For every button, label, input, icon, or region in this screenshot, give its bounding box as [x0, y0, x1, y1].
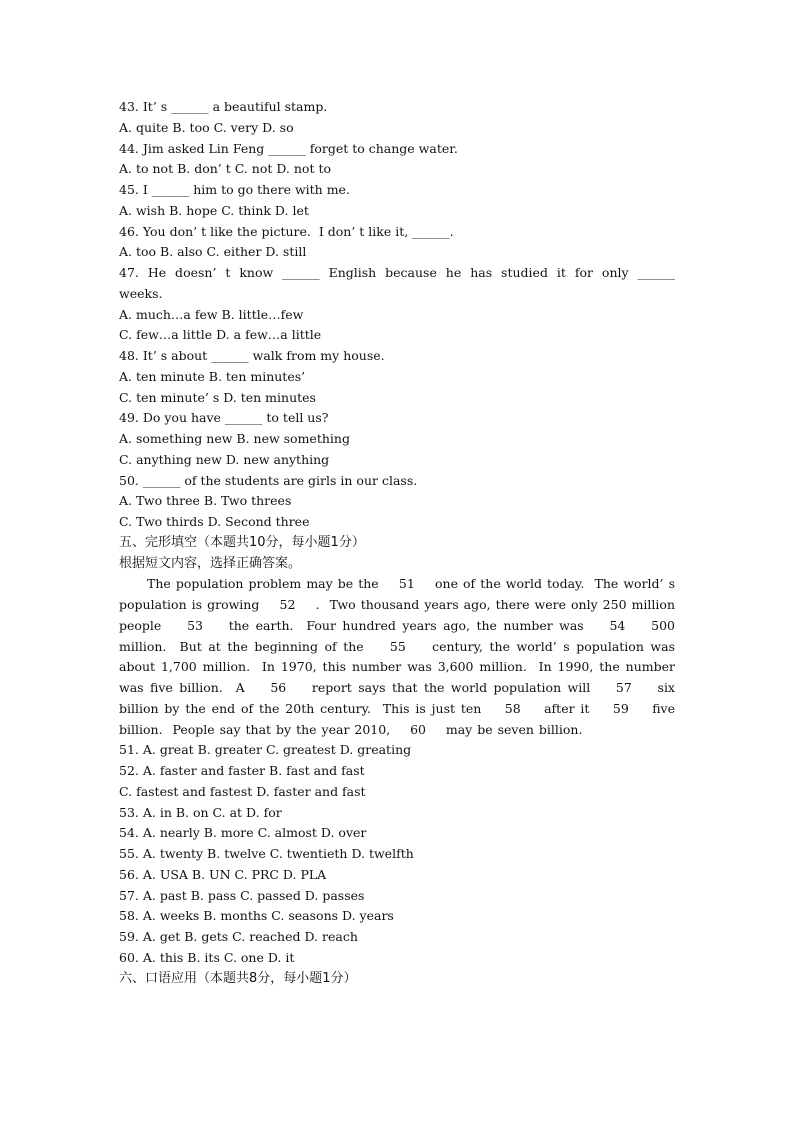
cloze-question: 57. A. past B. pass C. passed D. passes: [119, 887, 365, 903]
question-options: C. ten minute’ s D. ten minutes: [119, 389, 316, 405]
question-stem: 47. He doesn’ t know ______ English because he has studied it for only ______ weeks.: [119, 265, 675, 301]
question-options: A. Two three B. Two threes: [119, 493, 292, 509]
question-options: A. something new B. new something: [119, 431, 350, 446]
question-options: A. too B. also C. either D. still: [119, 244, 307, 260]
question-45: [119, 180, 675, 222]
question-options: A. ten minute B. ten minutes’: [119, 368, 306, 384]
question-44: [119, 139, 675, 181]
section-5-title: 五、完形填空（本题共10分，每小题1分）: [119, 534, 365, 550]
cloze-question: 55. A. twenty B. twelve C. twentieth D. twelfth: [119, 846, 414, 861]
question-options: C. anything new D. new anything: [119, 451, 330, 467]
cloze-question: 56. A. USA B. UN C. PRC D. PLA: [119, 866, 327, 882]
question-stem: 48. It’ s about ______ walk from my house.: [119, 348, 385, 363]
cloze-passage: The population problem may be the 51 one of the world today. The world’ s population is growing 52 . Two thousand years ago, there were only 250 million people 53 the earth. Four hundred years ago, the number was 54 500 million. But at the beginning of the 55 century, the world’ s population was about 1,700 million. In 1970, this number was 3,600 million. In 1990, the number was five billion. A 56 report says that the world population will 57 six billion by the end of the 20th century. This is just ten 58 after it 59 five billion. People say that by the year 2010, 60 may be seven billion.: [119, 576, 680, 737]
question-options: A. quite B. too C. very D. so: [119, 119, 294, 135]
question-options: A. much…a few B. little…few: [119, 306, 304, 322]
cloze-questions: [119, 740, 675, 968]
section-5-instruction: 根据短文内容，选择正确答案。: [119, 555, 302, 571]
question-options: A. wish B. hope C. think D. let: [119, 202, 309, 218]
question-47: [119, 263, 675, 346]
question-options: C. few…a little D. a few…a little: [119, 327, 322, 343]
cloze-question: 58. A. weeks B. months C. seasons D. years: [119, 908, 394, 924]
question-46: [119, 222, 675, 264]
cloze-question: 53. A. in B. on C. at D. for: [119, 804, 282, 820]
question-options: C. Two thirds D. Second three: [119, 514, 310, 529]
question-50: [119, 471, 675, 533]
question-stem: 46. You don’ t like the picture. I don’ t like it, ______.: [119, 223, 454, 239]
question-48: [119, 346, 675, 408]
question-43: [119, 97, 675, 139]
question-stem: 50. ______ of the students are girls in our class.: [119, 472, 418, 488]
question-49: [119, 408, 675, 470]
question-stem: 44. Jim asked Lin Feng ______ forget to change water.: [119, 140, 458, 156]
question-stem: 43. It’ s ______ a beautiful stamp.: [119, 99, 328, 114]
cloze-question: 60. A. this B. its C. one D. it: [119, 949, 295, 965]
question-stem: 45. I ______ him to go there with me.: [119, 182, 350, 197]
question-options: A. to not B. don’ t C. not D. not to: [119, 161, 332, 177]
section-6-title: 六、口语应用（本题共8分，每小题1分）: [119, 970, 357, 986]
cloze-question: 52. A. faster and faster B. fast and fast: [119, 763, 365, 778]
question-stem: 49. Do you have ______ to tell us?: [119, 410, 329, 426]
cloze-question: C. fastest and fastest D. faster and fast: [119, 783, 366, 799]
cloze-question: 51. A. great B. greater C. greatest D. greating: [119, 742, 412, 758]
cloze-question: 54. A. nearly B. more C. almost D. over: [119, 825, 367, 841]
cloze-question: 59. A. get B. gets C. reached D. reach: [119, 929, 358, 944]
exam-page: [119, 97, 680, 989]
